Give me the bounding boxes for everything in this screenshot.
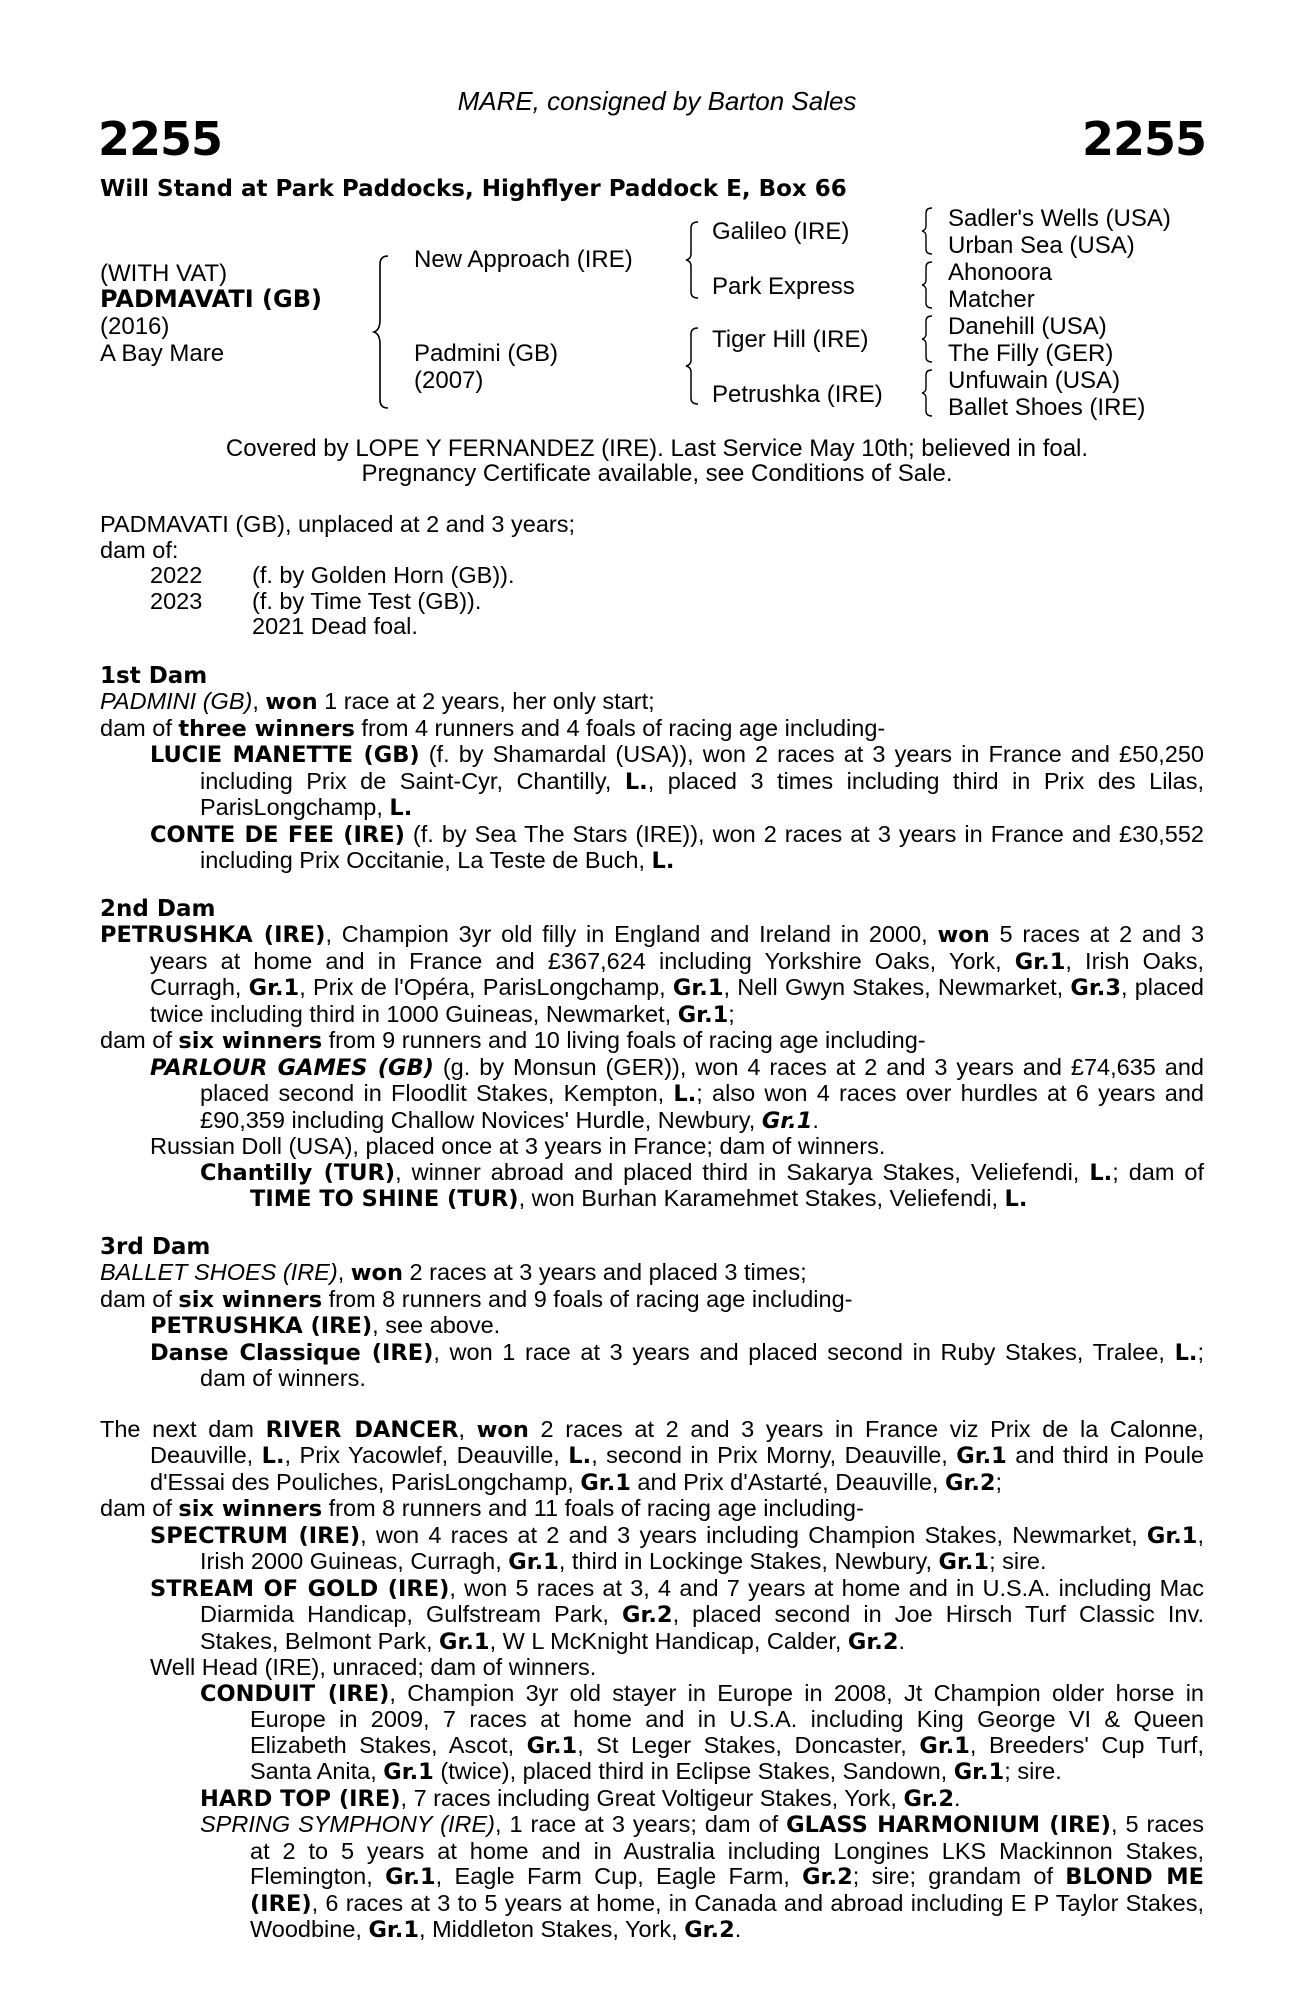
grade: L. bbox=[389, 795, 413, 821]
grade: L. bbox=[1089, 1159, 1113, 1186]
third-dam-heading: 3rd Dam bbox=[100, 1233, 211, 1260]
grade: Gr.1 bbox=[248, 975, 300, 1001]
t: , Eagle Farm Cup, Eagle Farm, bbox=[435, 1863, 803, 1889]
foal-name: SPRING SYMPHONY (IRE) bbox=[200, 1811, 495, 1837]
grade: Gr.1 bbox=[385, 1864, 436, 1890]
produce-text: (f. by Time Test (GB)). bbox=[252, 587, 482, 614]
dam-dam: Petrushka (IRE) bbox=[712, 381, 883, 408]
third-dam-record: BALLET SHOES (IRE), won 2 races at 3 years and placed 3 times; bbox=[100, 1259, 807, 1286]
t: ; dam of bbox=[1112, 1158, 1205, 1185]
foal-text: (f. by Shamardal (USA)), won 2 races at 3 years in France and £50,250 including Prix de Saint-Cyr, Chantilly, bbox=[200, 741, 1204, 794]
foal-russian-doll: Russian Doll (USA), placed once at 3 years in France; dam of winners. bbox=[150, 1133, 886, 1159]
grade: Gr.1 bbox=[1146, 1522, 1198, 1549]
t: . bbox=[898, 1627, 906, 1654]
t: , won 4 races at 2 and 3 years including Champion Stakes, Newmarket, bbox=[360, 1521, 1147, 1548]
grade: Gr.1 bbox=[1014, 948, 1066, 975]
first-dam-record: PADMINI (GB), won 1 race at 2 years, her only start; bbox=[100, 688, 655, 715]
covering-note bbox=[0, 436, 1314, 486]
t: The next dam bbox=[100, 1415, 266, 1442]
vat-label: (WITH VAT) bbox=[100, 260, 228, 287]
grade: Gr.1 bbox=[439, 1628, 490, 1655]
produce-text: 2021 Dead foal. bbox=[252, 613, 418, 639]
grade: L. bbox=[1174, 1339, 1198, 1366]
first-dam-heading: 1st Dam bbox=[100, 662, 208, 689]
grade: L. bbox=[651, 848, 675, 874]
t: 5 races at 2 and 3 years at home and in France and £367,624 including Yorkshire Oaks, York, bbox=[150, 921, 1205, 974]
next-dam-record bbox=[100, 1417, 1204, 1497]
second-dam-name: PETRUSHKA (IRE) bbox=[100, 922, 326, 948]
grade: L. bbox=[673, 1081, 697, 1107]
won-label: won bbox=[350, 1260, 404, 1286]
grade: Gr.2 bbox=[802, 1864, 853, 1890]
produce-damof: dam of: bbox=[100, 536, 179, 563]
foal-conte-de-fee bbox=[100, 822, 1204, 875]
t: , Champion 3yr old filly in England and Ireland in 2000, bbox=[325, 921, 938, 947]
produce-list bbox=[150, 563, 1204, 640]
t: (g. by Monsun (GER)), won 4 races at 2 and 3 years and £74,635 and placed second in Floodlit Stakes, Kempton, bbox=[200, 1053, 1204, 1106]
t: , won Burhan Karamehmet Stakes, Veliefendi, bbox=[518, 1185, 1005, 1211]
lot-number-right: 2255 bbox=[1081, 112, 1206, 166]
pedigree-brace-3 bbox=[920, 314, 936, 364]
grade: L. bbox=[261, 1443, 285, 1469]
grade: Gr.2 bbox=[684, 1917, 735, 1943]
t: 2 races at 3 years and placed 3 times; bbox=[403, 1259, 807, 1285]
t: , placed second in Joe Hirsch Turf Classic Inv. Stakes, Belmont Park, bbox=[200, 1601, 1204, 1654]
t: (twice), placed third in Eclipse Stakes, Sandown, bbox=[433, 1758, 954, 1784]
pedigree-brace-sire bbox=[684, 220, 702, 300]
t: , see above. bbox=[372, 1312, 501, 1338]
horse-description: A Bay Mare bbox=[100, 340, 225, 367]
foal-name: STREAM OF GOLD (IRE) bbox=[150, 1575, 450, 1602]
foal-petrushka bbox=[100, 1313, 1204, 1340]
t: , 1 race at 3 years; dam of bbox=[494, 1811, 787, 1837]
grade: Gr.1 bbox=[580, 1469, 631, 1496]
produce-year: 2022 bbox=[150, 562, 203, 588]
next-dam-damof bbox=[100, 1496, 1204, 1523]
first-dam-damof bbox=[100, 716, 1204, 743]
t: , Prix de l'Opéra, ParisLongchamp, bbox=[299, 974, 673, 1000]
foal-text: (f. by Sea The Stars (IRE)), won 2 races at 3 years in France and £30,552 including Prix Occitanie, La Teste de Buch, bbox=[200, 820, 1204, 873]
damof-post: from 8 runners and 9 foals of racing age including- bbox=[322, 1285, 853, 1312]
sds: Ahonoora bbox=[948, 259, 1053, 286]
foal-name: Danse Classique (IRE) bbox=[150, 1339, 434, 1366]
t: , Prix Yacowlef, Deauville, bbox=[284, 1442, 569, 1468]
t: . bbox=[954, 1784, 961, 1811]
t: ; dam of winners. bbox=[200, 1338, 1204, 1391]
sire-dam: Park Express bbox=[712, 273, 855, 300]
foal-text: , placed 3 times including third in Prix des Lilas, ParisLongchamp, bbox=[200, 767, 1205, 820]
second-dam-damof bbox=[100, 1028, 1204, 1055]
damof-post: from 4 runners and 4 foals of racing age including- bbox=[354, 714, 886, 741]
second-dam-heading: 2nd Dam bbox=[100, 895, 216, 922]
t: ; sire; grandam of bbox=[852, 1863, 1066, 1889]
grade: Gr.2 bbox=[903, 1785, 954, 1812]
t: ; sire. bbox=[1004, 1758, 1062, 1784]
foal-name: TIME TO SHINE (TUR) bbox=[250, 1186, 519, 1212]
t: ; also won 4 races over hurdles at 6 years and £90,359 including Challow Novices' Hurdle, Newbury, bbox=[200, 1080, 1204, 1133]
dsd: The Filly (GER) bbox=[948, 340, 1114, 367]
grade: Gr.1 bbox=[508, 1549, 559, 1575]
produce-year bbox=[150, 614, 252, 640]
grade: Gr.2 bbox=[622, 1602, 673, 1628]
foal-conduit bbox=[100, 1681, 1204, 1786]
t: and third in Poule d'Essai des Pouliches, ParisLongchamp, bbox=[150, 1442, 1204, 1495]
sss: Sadler's Wells (USA) bbox=[948, 205, 1171, 232]
lot-number-left: 2255 bbox=[98, 112, 223, 166]
winners-count: six winners bbox=[178, 1028, 323, 1054]
foal-lucie-manette bbox=[100, 742, 1204, 822]
first-dam-name: PADMINI (GB) bbox=[100, 688, 253, 714]
grade: Gr.1 bbox=[956, 1443, 1007, 1469]
winners-count: three winners bbox=[178, 715, 355, 742]
t: , winner abroad and placed third in Sakarya Stakes, Veliefendi, bbox=[395, 1158, 1090, 1185]
t: , Middleton Stakes, York, bbox=[419, 1916, 685, 1942]
t: , St Leger Stakes, Doncaster, bbox=[577, 1731, 920, 1758]
foal-parlour-games bbox=[100, 1055, 1204, 1135]
grade: Gr.1 bbox=[368, 1917, 420, 1943]
damof-post: from 8 runners and 11 foals of racing age including- bbox=[322, 1495, 864, 1521]
third-dam-damof bbox=[100, 1287, 1204, 1314]
t: , placed twice including third in 1000 Guineas, Newmarket, bbox=[150, 974, 1204, 1027]
grade: L. bbox=[624, 768, 648, 795]
winners-count: six winners bbox=[178, 1496, 323, 1522]
foal-well-head: Well Head (IRE), unraced; dam of winners. bbox=[150, 1654, 597, 1680]
foal-name: HARD TOP (IRE) bbox=[200, 1785, 401, 1812]
t: , bbox=[458, 1415, 477, 1442]
stabling-line: Will Stand at Park Paddocks, Highflyer Paddock E, Box 66 bbox=[100, 176, 847, 202]
pedigree-brace-main bbox=[372, 254, 392, 410]
pedigree-brace-4 bbox=[920, 368, 936, 418]
grade: Gr.3 bbox=[1070, 975, 1121, 1001]
horse-name: PADMAVATI (GB) bbox=[100, 285, 322, 313]
ddd: Ballet Shoes (IRE) bbox=[948, 394, 1146, 421]
won-label: won bbox=[265, 689, 318, 715]
dam-year: (2007) bbox=[414, 367, 484, 394]
produce-text: (f. by Golden Horn (GB)). bbox=[252, 562, 515, 588]
grade: Gr.1 bbox=[953, 1759, 1005, 1785]
sire-sire: Galileo (IRE) bbox=[712, 218, 850, 245]
damof-pre: dam of bbox=[100, 1495, 179, 1521]
grade: Gr.1 bbox=[672, 975, 724, 1001]
grade: L. bbox=[568, 1443, 592, 1469]
t: , third in Lockinge Stakes, Newbury, bbox=[558, 1548, 939, 1574]
damof-pre: dam of bbox=[100, 1027, 179, 1053]
pedigree-brace-2 bbox=[920, 260, 936, 310]
sdd: Matcher bbox=[948, 286, 1035, 313]
damof-post: from 9 runners and 10 living foals of racing age including- bbox=[322, 1027, 926, 1053]
pedigree-brace-dam bbox=[684, 326, 702, 406]
foal-spring-symphony bbox=[100, 1812, 1204, 1944]
t: , won 1 race at 3 years and placed second in Ruby Stakes, Tralee, bbox=[433, 1338, 1175, 1365]
t: , 7 races including Great Voltigeur Stakes, York, bbox=[400, 1784, 904, 1811]
second-dam-record bbox=[100, 922, 1204, 1028]
grade: Gr.1 bbox=[919, 1732, 970, 1759]
produce-record bbox=[100, 512, 1204, 640]
covered-line-2: Pregnancy Certificate available, see Conditions of Sale. bbox=[361, 460, 953, 487]
grade: L. bbox=[1004, 1186, 1028, 1212]
t: . bbox=[734, 1916, 742, 1942]
t: , won 5 races at 3, 4 and 7 years at home and in U.S.A. including Mac Diarmida Handicap, Gulfstream Park, bbox=[200, 1574, 1205, 1627]
produce-year: 2023 bbox=[150, 587, 203, 614]
grade: Gr.1 bbox=[677, 1001, 729, 1028]
grade: Gr.1 bbox=[526, 1732, 578, 1759]
spacer bbox=[100, 1392, 1204, 1417]
next-dam-name: RIVER DANCER bbox=[265, 1416, 459, 1443]
grade: Gr.2 bbox=[944, 1469, 996, 1496]
t: , Champion 3yr old stayer in Europe in 2008, Jt Champion older horse in Europe in 2009, 7 races at home and in U.S.A. including King George VI & Queen Elizabeth Stakes, Ascot, bbox=[250, 1679, 1204, 1758]
foal-name: LUCIE MANETTE (GB) bbox=[150, 742, 420, 768]
t: ; bbox=[728, 1000, 735, 1027]
t: 2 races at 2 and 3 years in France viz Prix de la Calonne, Deauville, bbox=[150, 1415, 1204, 1468]
dam-sire: Tiger Hill (IRE) bbox=[712, 326, 869, 353]
grade: Gr.2 bbox=[847, 1628, 899, 1655]
t: , Irish 2000 Guineas, Curragh, bbox=[200, 1521, 1204, 1574]
first-dam-text: 1 race at 2 years, her only start; bbox=[317, 688, 655, 714]
winners-count: six winners bbox=[178, 1286, 323, 1313]
foal-chantilly bbox=[100, 1160, 1204, 1213]
horse-year: (2016) bbox=[100, 313, 170, 340]
ssd: Urban Sea (USA) bbox=[948, 232, 1135, 259]
dss: Danehill (USA) bbox=[948, 313, 1107, 340]
t: , Irish Oaks, Curragh, bbox=[150, 947, 1204, 1000]
t: , W L McKnight Handicap, Calder, bbox=[489, 1627, 848, 1654]
foal-danse-classique bbox=[100, 1340, 1204, 1392]
t: , Nell Gwyn Stakes, Newmarket, bbox=[723, 974, 1071, 1000]
damof-pre: dam of bbox=[100, 1285, 179, 1312]
foal-name: CONTE DE FEE (IRE) bbox=[150, 821, 405, 848]
foal-stream-of-gold bbox=[100, 1576, 1204, 1656]
grade: Gr.1 bbox=[761, 1107, 813, 1134]
t: ; bbox=[995, 1468, 1003, 1495]
won-label: won bbox=[476, 1416, 529, 1443]
t: , Breeders' Cup Turf, Santa Anita, bbox=[250, 1731, 1204, 1784]
pedigree-body bbox=[100, 512, 1204, 1944]
t: , 5 races at 2 to 5 years at home and in Australia including Longines LKS Mackinnon Stakes, Flemington, bbox=[250, 1811, 1204, 1889]
produce-intro: PADMAVATI (GB), unplaced at 2 and 3 years; bbox=[100, 511, 575, 537]
foal-spectrum bbox=[100, 1523, 1204, 1576]
pedigree-brace-1 bbox=[920, 206, 936, 256]
t: and Prix d'Astarté, Deauville, bbox=[630, 1468, 945, 1495]
damof-pre: dam of bbox=[100, 714, 179, 741]
won-label: won bbox=[937, 922, 990, 948]
consignor-line: MARE, consigned by Barton Sales bbox=[457, 86, 857, 116]
foal-name: BLOND ME (IRE) bbox=[250, 1864, 1205, 1917]
foal-name: PARLOUR GAMES (GB) bbox=[150, 1054, 434, 1081]
t: , second in Prix Morny, Deauville, bbox=[591, 1442, 957, 1468]
foal-hard-top bbox=[100, 1786, 1204, 1813]
dds: Unfuwain (USA) bbox=[948, 367, 1121, 394]
third-dam-name: BALLET SHOES (IRE) bbox=[100, 1259, 338, 1285]
foal-name: PETRUSHKA (IRE) bbox=[150, 1313, 373, 1339]
t: ; sire. bbox=[989, 1548, 1047, 1574]
t: , 6 races at 3 to 5 years at home, in Canada and abroad including E P Taylor Stakes, Woodbine, bbox=[250, 1889, 1204, 1942]
grade: Gr.1 bbox=[383, 1759, 434, 1785]
grade: Gr.1 bbox=[938, 1549, 990, 1575]
dam: Padmini (GB) bbox=[414, 340, 559, 367]
foal-name: SPECTRUM (IRE) bbox=[150, 1522, 361, 1549]
foal-name: CONDUIT (IRE) bbox=[200, 1680, 390, 1707]
foal-name: GLASS HARMONIUM (IRE) bbox=[786, 1812, 1111, 1838]
covered-line-1: Covered by LOPE Y FERNANDEZ (IRE). Last Service May 10th; believed in foal. bbox=[225, 435, 1089, 462]
foal-name: Chantilly (TUR) bbox=[200, 1159, 396, 1186]
sire: New Approach (IRE) bbox=[414, 246, 633, 273]
t: . bbox=[812, 1106, 819, 1133]
